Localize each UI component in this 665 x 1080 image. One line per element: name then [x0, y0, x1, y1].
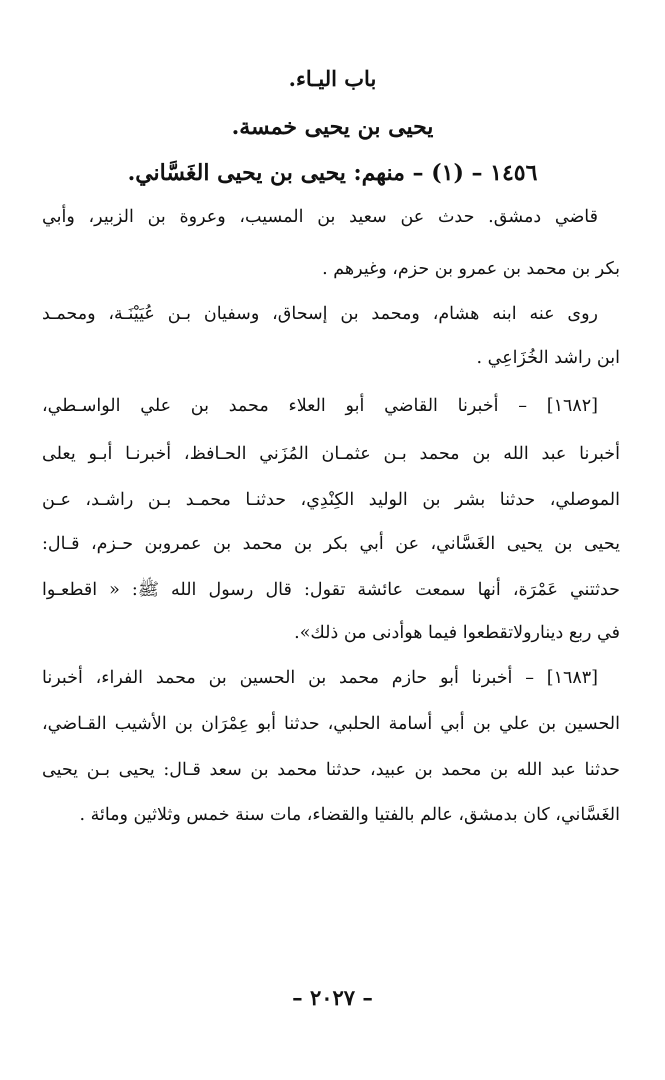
- text-line-11: [١٦٨٣] – أخبرنا أبو حازم محمد بن الحسين بن محمد الفراء، أخبرنا: [42, 668, 598, 688]
- text-line-8: يحيى بن يحيى الغَسَّاني، عن أبي بكر بن محمد بن عمروبن حـزم، قـال:: [42, 534, 620, 554]
- text-line-6: أخبرنا عبد الله بن محمد بـن عثمـان المُزَني الحـافظ، أخبرنـا أبـو يعلى: [42, 444, 620, 464]
- text-line-3: روى عنه ابنه هشام، ومحمد بن إسحاق، وسفيان بـن عُيَيْنَـة، ومحمـد: [42, 304, 598, 324]
- text-line-5: [١٦٨٢] – أخبرنا القاضي أبو العلاء محمد بن علي الواسـطي،: [42, 396, 598, 416]
- text-line-14: الغَسَّاني، كان بدمشق، عالم بالفتيا والقضاء، مات سنة خمس وثلاثين ومائة .: [79, 805, 620, 825]
- text-line-7: الموصلي، حدثنا بشر بن الوليد الكِنْدِي، حدثنـا محمـد بـن راشـد، عـن: [42, 490, 620, 510]
- text-line-2: بكر بن محمد بن عمرو بن حزم، وغيرهم .: [322, 259, 620, 279]
- text-line-9: حدثتني عَمْرَة، أنها سمعت عائشة تقول: قال رسول الله ﷺ: « اقطعـوا: [42, 580, 620, 600]
- text-line-10: في ربع ديناروﻻتقطعوا فيما هوأدنى من ذلك».: [294, 623, 620, 643]
- page-number: – ٢٠٢٧ –: [292, 985, 373, 1010]
- text-line-1: قاضي دمشق. حدث عن سعيد بن المسيب، وعروة بن الزبير، وأبي: [42, 207, 598, 227]
- text-line-13: حدثنا عبد الله بن محمد بن عبيد، حدثنا محمد بن سعد قـال: يحيى بـن يحيى: [42, 760, 620, 780]
- text-line-4: ابن راشد الخُزَاعِي .: [476, 348, 620, 368]
- entry-heading: ١٤٥٦ – (١) – منهم: يحيى بن يحيى الغَسَّاني.: [127, 160, 538, 186]
- text-line-12: الحسين بن علي بن أبي أسامة الحلبي، حدثنا أبو عِمْرَان بن الأشيب القـاضي،: [42, 714, 620, 734]
- section-heading: يحيى بن يحيى خمسة.: [231, 114, 434, 140]
- chapter-heading: باب اليـاء.: [288, 66, 377, 91]
